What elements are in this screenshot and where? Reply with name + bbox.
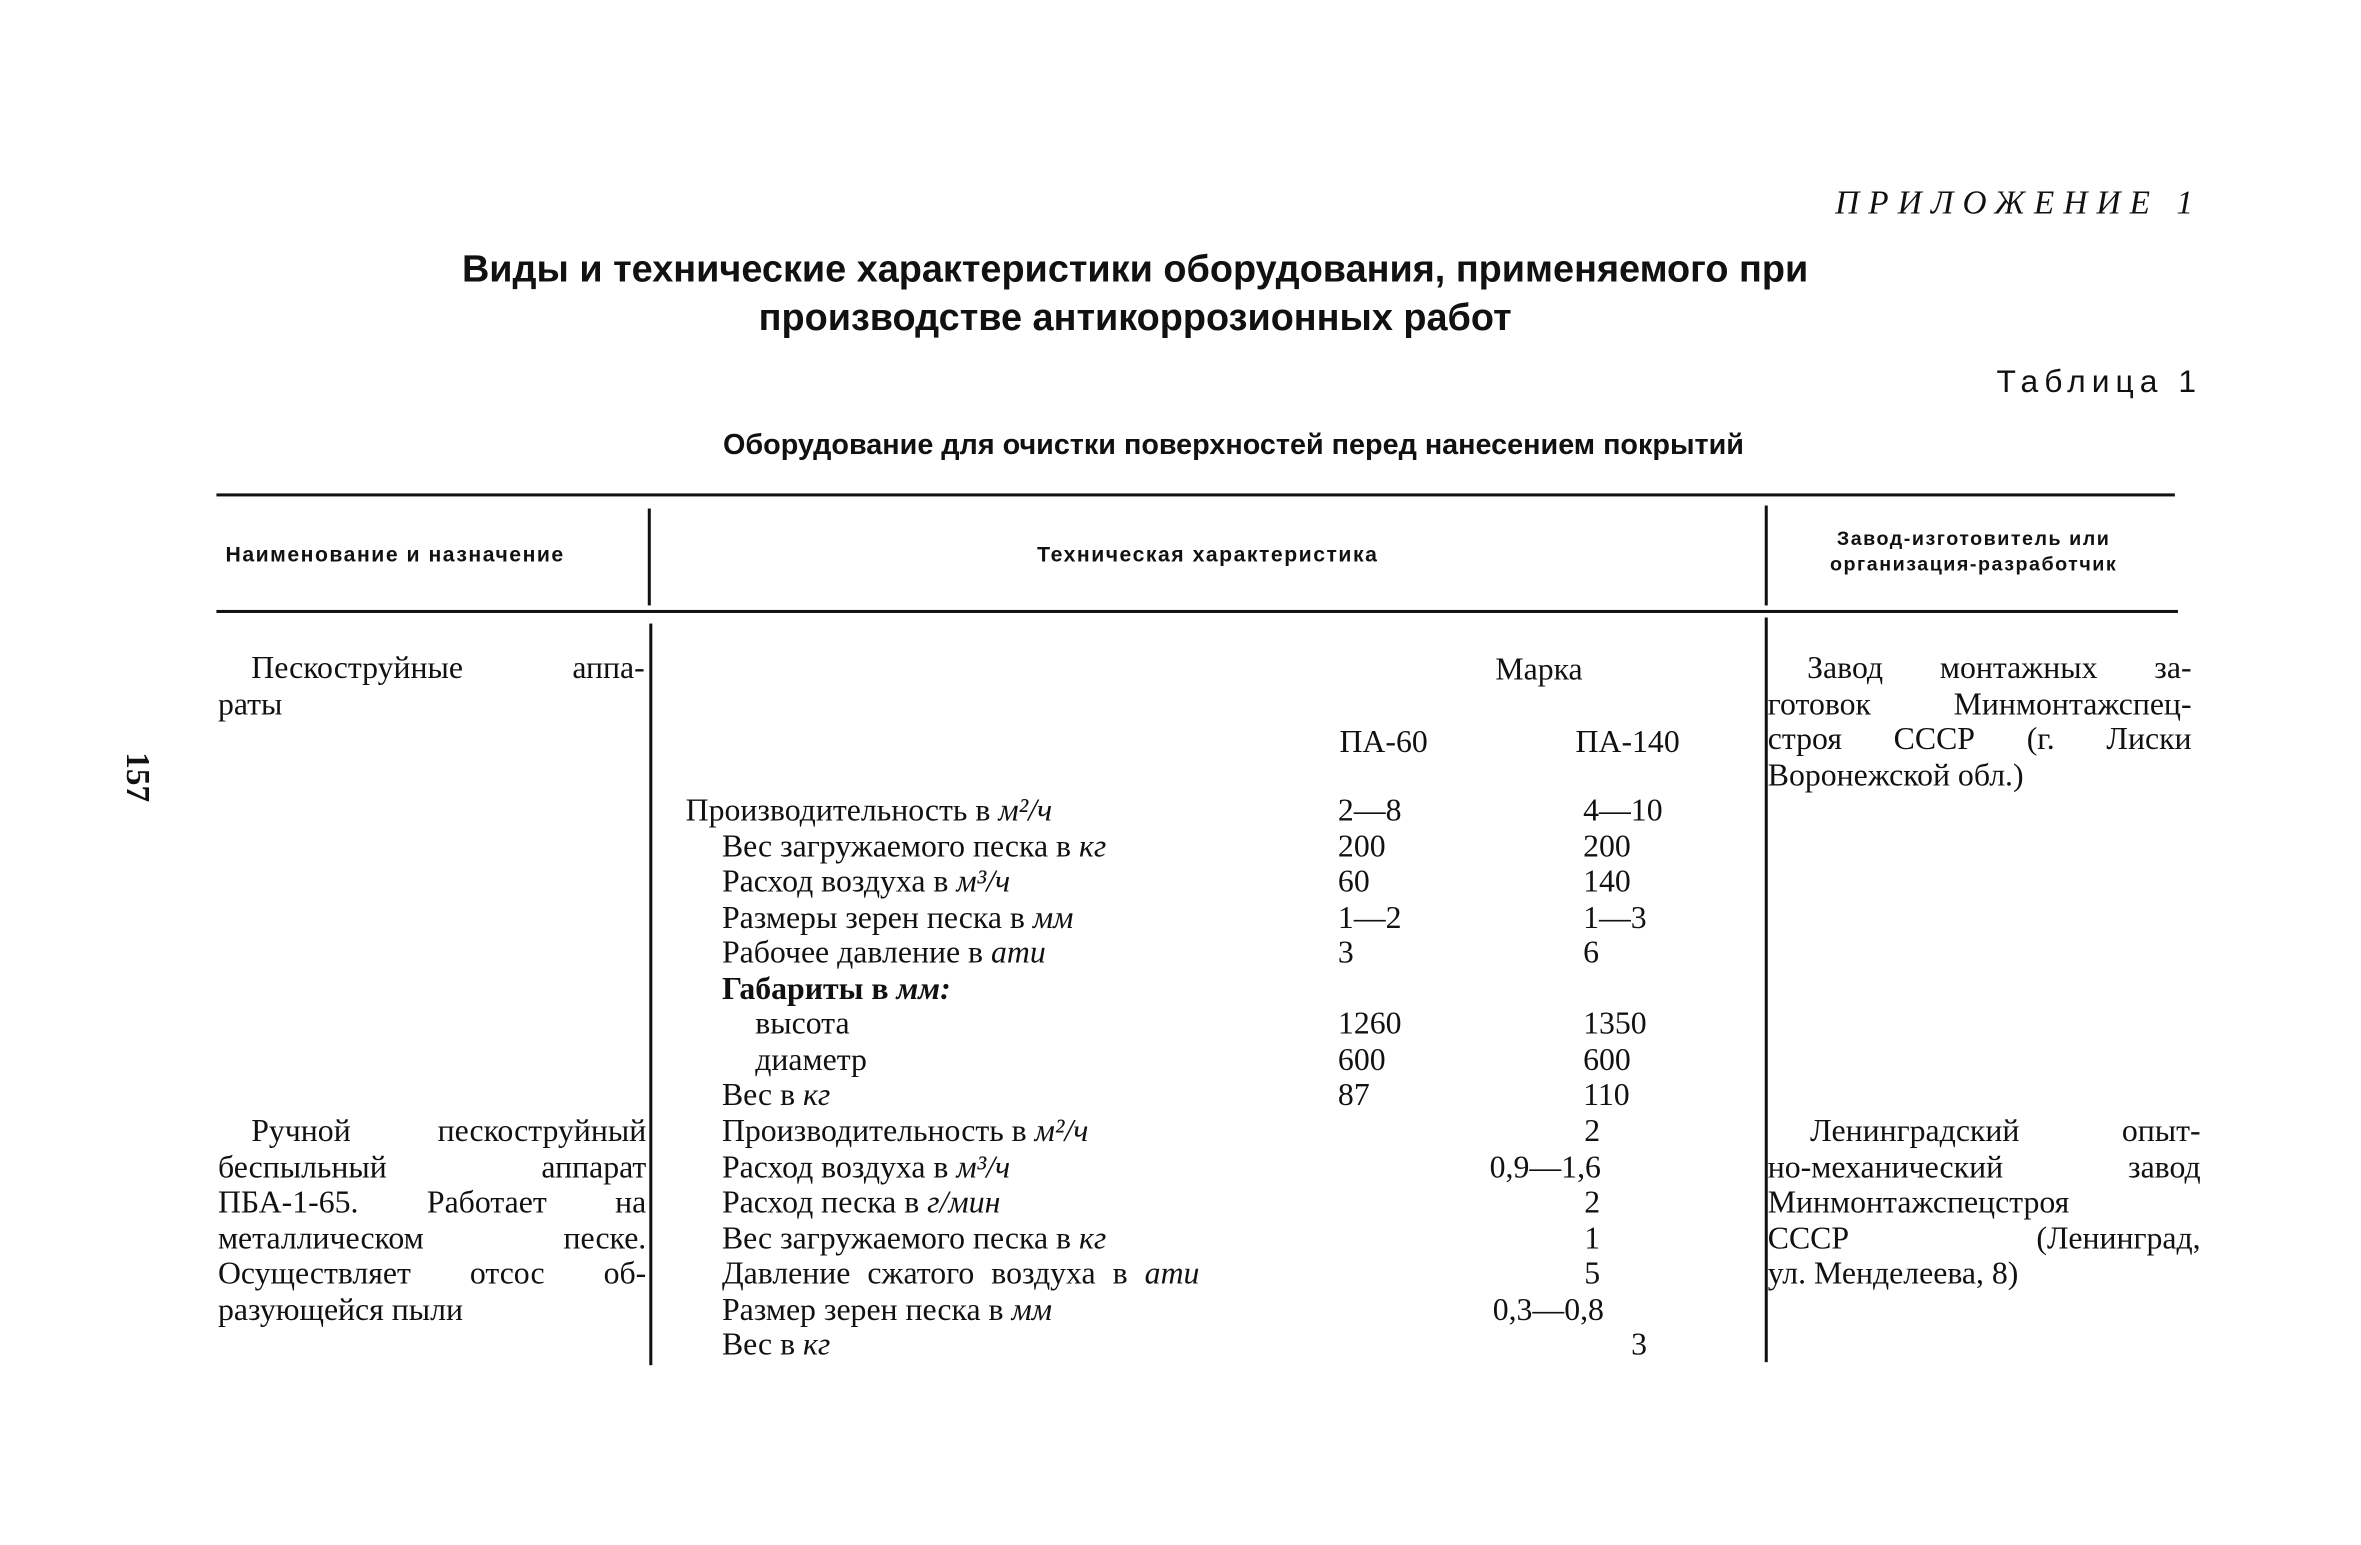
spec-label: Рабочее давление в ати (721, 933, 1046, 971)
item2-name-line: металлическом песке. (217, 1219, 647, 1256)
header-maker-line-1: Завод-изготовитель или (1836, 526, 2111, 550)
page-title-line-1: Виды и технические характеристики оборудования, применяемого при (461, 248, 1809, 291)
item1-name-line: Пескоструйные аппа- (251, 649, 645, 686)
spec-label: Вес загружаемого песка в кг (721, 1219, 1107, 1256)
item2-name-line: Ручной пескоструйный (251, 1112, 647, 1149)
spec-value-a: 200 (1337, 827, 1386, 864)
spec-value-b: 110 (1583, 1076, 1630, 1113)
spec-value-a: 60 (1337, 862, 1370, 900)
spec-value: 0,9—1,6 (1489, 1147, 1601, 1185)
spec-value-a: 2—8 (1337, 791, 1402, 828)
header-maker-line-2: организация-разработчик (1829, 552, 2118, 576)
spec-label: высота (755, 1004, 850, 1042)
spec-label: Размеры зерен песка в мм (721, 898, 1074, 935)
spec-value-a: 87 (1337, 1076, 1370, 1113)
item2-maker-line: Ленинградский опыт- (1810, 1112, 2201, 1149)
spec-label: Производительность в м²/ч (685, 791, 1053, 828)
spec-label: Габариты в мм: (721, 969, 951, 1006)
spec-value-b: 140 (1583, 862, 1631, 900)
appendix-heading: ПРИЛОЖЕНИЕ 1 (1835, 183, 2203, 221)
spec-value: 3 (1631, 1325, 1648, 1363)
spec-label: Давление сжатого воздуха в ати (721, 1254, 1200, 1292)
spec-value: 0,3—0,8 (1492, 1290, 1604, 1327)
spec-label: Вес в кг (721, 1076, 831, 1113)
spec-label: Расход воздуха в м³/ч (721, 862, 1011, 900)
spec-value: 2 (1584, 1183, 1601, 1220)
header-tech: Техническая характеристика (1037, 541, 1379, 567)
spec-value-b: 6 (1583, 933, 1600, 971)
item2-maker-line: СССР (Ленинград, (1767, 1219, 2201, 1256)
item1-maker-line: готовок Минмонтажспец- (1767, 684, 2192, 722)
spec-label: Производительность в м²/ч (721, 1112, 1089, 1149)
table-title: Оборудование для очистки поверхностей перед нанесением покрытий (723, 429, 1744, 462)
spec-value-a: 1—2 (1337, 898, 1402, 935)
spec-value-b: 600 (1583, 1040, 1631, 1077)
page-number: 157 (119, 752, 158, 803)
spec-label: Размер зерен песка в мм (721, 1290, 1053, 1327)
spec-label: Расход воздуха в м³/ч (721, 1147, 1011, 1185)
header-name: Наименование и назначение (225, 541, 565, 567)
header-maker (1768, 525, 2180, 576)
item2-maker-line: Минмонтажспецстроя (1767, 1183, 2070, 1220)
table-label: Таблица 1 (1996, 364, 2203, 400)
item2-maker-line: ул. Менделеева, 8) (1767, 1254, 2019, 1292)
spec-value: 1 (1584, 1219, 1601, 1256)
spec-label: Вес загружаемого песка в кг (721, 827, 1107, 864)
table-top-rule (216, 493, 2174, 496)
spec-label: Расход песка в г/мин (721, 1183, 1001, 1220)
spec-value-b: 1—3 (1583, 898, 1647, 935)
item2-maker (1768, 1114, 2201, 1292)
item1-maker-line: строя СССР (г. Лиски (1767, 720, 2192, 757)
item2-name-line: беспыльный аппарат (217, 1147, 647, 1185)
item2-name-line: Осуществляет отсос об- (217, 1254, 647, 1292)
item1-maker-line: Воронежской обл.) (1767, 755, 2024, 793)
model-a-label: ПА-60 (1339, 723, 1428, 760)
model-b-label: ПА-140 (1575, 723, 1680, 760)
spec-value-a: 1260 (1337, 1004, 1402, 1042)
spec-value-a: 3 (1337, 933, 1354, 971)
item1-name-line: раты (217, 684, 283, 722)
spec-value-b: 1350 (1583, 1004, 1647, 1042)
item2-name-line: разующейся пыли (217, 1290, 463, 1327)
brand-label: Марка (1495, 650, 1583, 688)
spec-label: диаметр (755, 1040, 867, 1077)
item2-name-line: ПБА-1-65. Работает на (217, 1183, 647, 1220)
spec-value: 2 (1584, 1112, 1601, 1149)
spec-label: Вес в кг (721, 1325, 831, 1363)
spec-value-b: 200 (1583, 827, 1631, 864)
header-bottom-rule (216, 610, 2177, 613)
item2-name (218, 1114, 646, 1327)
spec-value-a: 600 (1337, 1040, 1386, 1077)
spec-value-b: 4—10 (1583, 791, 1663, 828)
spec-value: 5 (1584, 1254, 1601, 1292)
item1-maker (1768, 651, 2192, 793)
body-divider-1 (649, 624, 652, 1366)
item2-maker-line: но-механический завод (1767, 1147, 2201, 1185)
item1-name (218, 651, 645, 722)
page-title-line-2: производстве антикоррозионных работ (758, 296, 1512, 340)
item1-maker-line: Завод монтажных за- (1807, 649, 2192, 686)
